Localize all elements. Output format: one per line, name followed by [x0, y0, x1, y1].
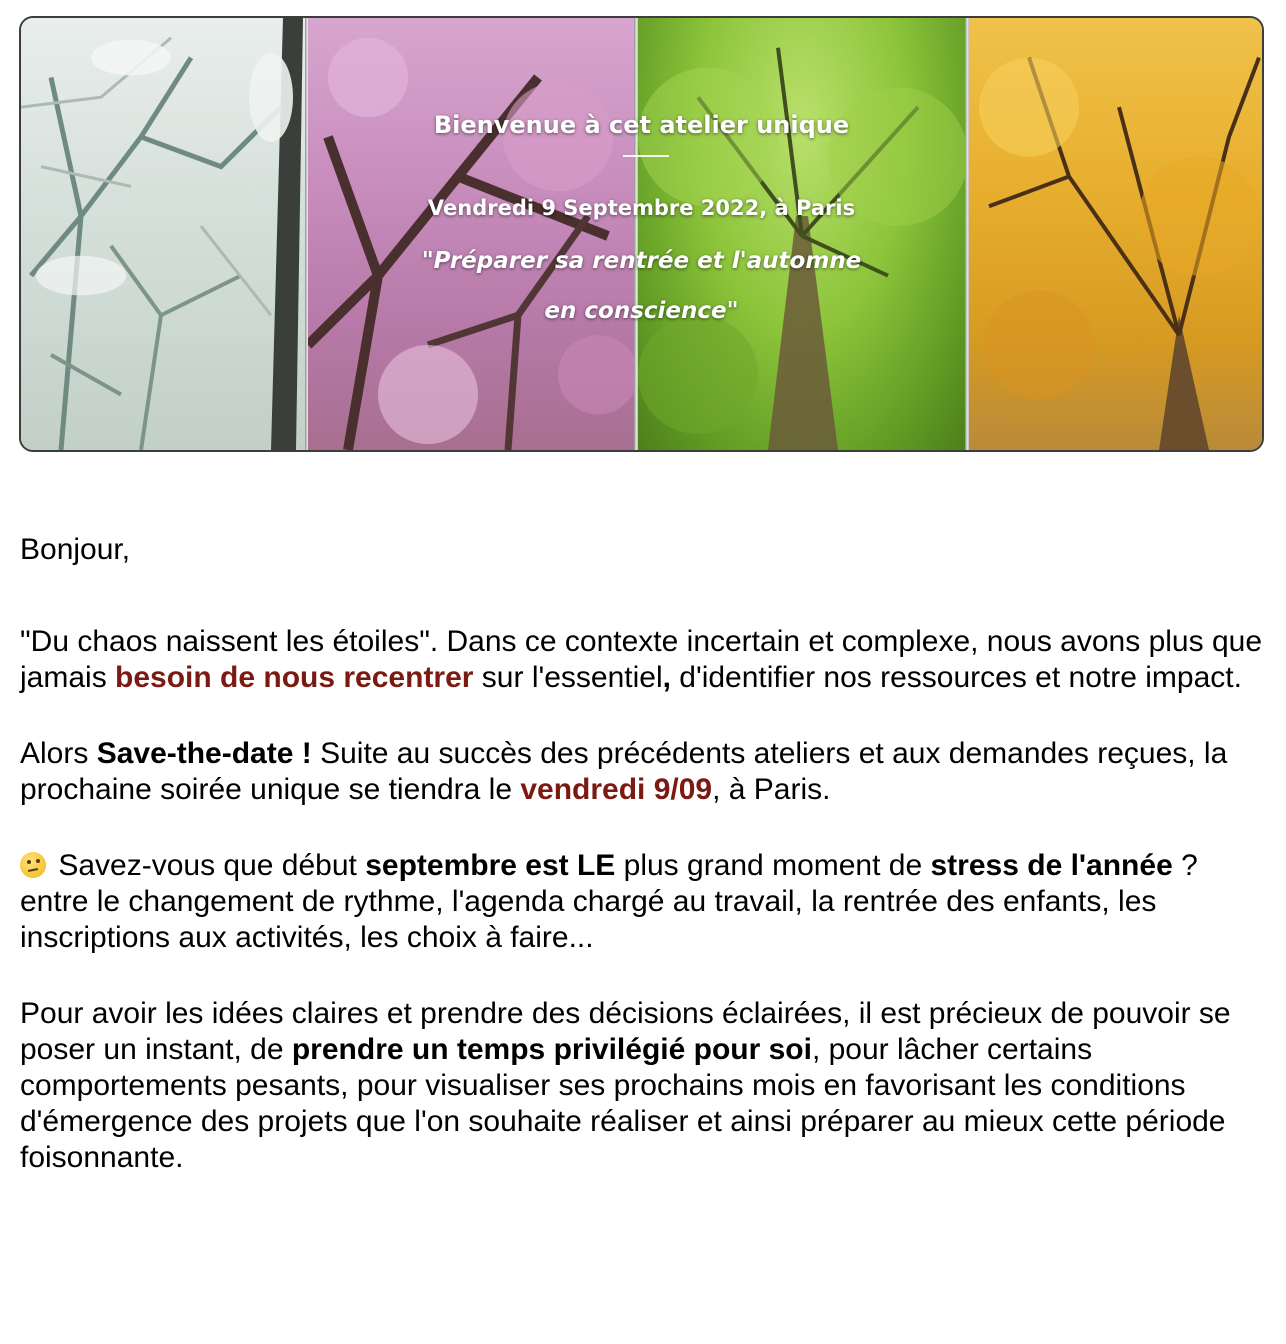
- intro-text: sur l'essentiel: [473, 661, 663, 694]
- decision-paragraph: [20, 996, 1265, 1176]
- std-text: Suite au succès des précédents ateliers et aux demandes reçues, la prochaine soirée unique se tiendra le: [20, 737, 1228, 806]
- decision-text: , pour lâcher certains comportements pesants, pour visualiser ses prochains mois en favorisant les conditions d'émergence des projets que l'on souhaite réaliser et ainsi préparer au mieux cette période foisonnante.: [20, 1033, 1226, 1174]
- stress-text: plus grand moment de: [615, 849, 931, 882]
- banner-quote-line1: "Préparer sa rentrée et l'automne: [421, 248, 862, 274]
- intro-comma: ,: [662, 661, 671, 694]
- greeting: Bonjour,: [20, 533, 131, 566]
- stress-bold-year: stress de l'année: [930, 849, 1173, 882]
- banner-divider-line: [623, 155, 669, 157]
- highlight-recentrer: besoin de nous recentrer: [115, 661, 474, 694]
- decision-bold: prendre un temps privilégié pour soi: [291, 1033, 812, 1066]
- email-body: [20, 532, 1265, 1176]
- save-the-date-label: Save-the-date !: [96, 737, 312, 770]
- std-text: Alors: [20, 737, 97, 770]
- summer-tree-panel: [638, 18, 966, 450]
- intro-text: d'identifier nos ressources et notre impact.: [670, 661, 1242, 694]
- banner-quote: [401, 236, 882, 336]
- spring-tree-panel: [308, 18, 635, 450]
- stress-bold-september: septembre est LE: [365, 849, 616, 882]
- autumn-tree-panel: [969, 18, 1264, 450]
- stress-text: Savez-vous que début: [50, 849, 366, 882]
- save-the-date-paragraph: [20, 736, 1265, 808]
- thinking-face-icon: [20, 852, 46, 878]
- intro-paragraph: [20, 624, 1265, 696]
- highlight-event-date: vendredi 9/09: [520, 773, 713, 806]
- std-text: , à Paris.: [712, 773, 831, 806]
- banner-event-date: Vendredi 9 Septembre 2022, à Paris: [427, 196, 856, 220]
- decision-text: Pour avoir les idées claires et prendre des décisions éclairées, il est précieux de pouvoir se poser un instant, de: [20, 997, 1231, 1066]
- banner-title: Bienvenue à cet atelier unique: [433, 111, 850, 139]
- header-banner-image: [19, 16, 1264, 452]
- stress-paragraph: [20, 848, 1265, 956]
- intro-text: "Du chaos naissent les étoiles". Dans ce contexte incertain et complexe, nous avons plus que jamais: [20, 625, 1262, 694]
- stress-text: ? entre le changement de rythme, l'agenda chargé au travail, la rentrée des enfants, les inscriptions aux activités, les choix à faire...: [20, 849, 1198, 954]
- banner-quote-line2: en conscience": [544, 298, 739, 324]
- winter-tree-panel: [21, 18, 306, 450]
